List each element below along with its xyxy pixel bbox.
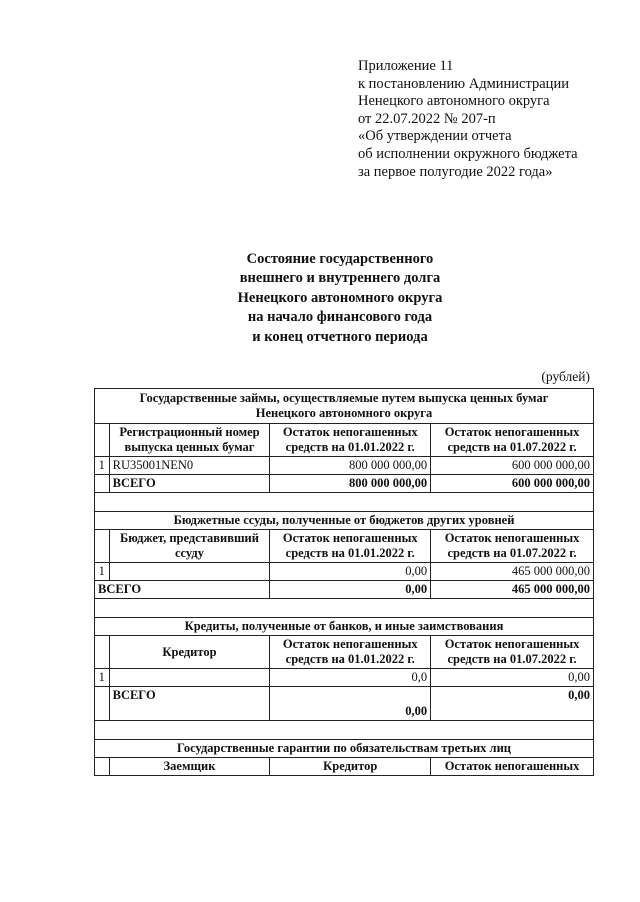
- row-name: [109, 563, 270, 581]
- table-row: [95, 457, 594, 475]
- total-row: [95, 581, 594, 599]
- total-value: 465 000 000,00: [431, 581, 594, 599]
- row-value: 600 000 000,00: [431, 457, 594, 475]
- table-header-row: [95, 758, 594, 776]
- section-guarantees-title-row: [95, 740, 594, 758]
- appendix-line: Ненецкого автономного округа: [358, 93, 550, 110]
- total-row: [95, 687, 594, 721]
- total-label: ВСЕГО: [95, 581, 270, 599]
- header-num-cell: [95, 636, 110, 669]
- header-num-cell: [95, 424, 110, 457]
- appendix-line: от 22.07.2022 № 207-п: [358, 110, 496, 127]
- header-cell: Кредитор: [109, 636, 270, 669]
- row-number: 1: [95, 563, 110, 581]
- table-header-row: [95, 636, 594, 669]
- table-row: [95, 669, 594, 687]
- row-name: RU35001NEN0: [109, 457, 270, 475]
- appendix-line: за первое полугодие 2022 года»: [358, 163, 553, 180]
- total-value: 0,00: [270, 687, 431, 721]
- table-header-row: [95, 424, 594, 457]
- appendix-block: [358, 58, 578, 181]
- spacer-cell: [95, 721, 594, 740]
- row-value: 465 000 000,00: [431, 563, 594, 581]
- document-title: [0, 250, 640, 347]
- header-num-cell: [95, 758, 110, 776]
- header-cell: Кредитор: [270, 758, 431, 776]
- section-bonds-title-row: [95, 389, 594, 424]
- row-name: [109, 669, 270, 687]
- header-cell: Остаток непогашенных: [431, 758, 594, 776]
- title-line: на начало финансового года: [247, 309, 433, 326]
- section-guarantees-title: Государственные гарантии по обязательствам третьих лиц: [95, 740, 594, 758]
- units-label: (рублей): [541, 369, 590, 384]
- title-line: и конец отчетного периода: [252, 328, 428, 345]
- total-label: ВСЕГО: [109, 475, 270, 493]
- row-value: 0,00: [270, 563, 431, 581]
- spacer-row: [95, 493, 594, 512]
- debt-table: [94, 388, 594, 776]
- total-label: ВСЕГО: [109, 687, 270, 721]
- header-num-cell: [95, 530, 110, 563]
- row-value: 0,00: [431, 669, 594, 687]
- appendix-line: Приложение 11: [358, 58, 454, 74]
- row-number: 1: [95, 457, 110, 475]
- section-credits-title-row: [95, 618, 594, 636]
- title-line: внешнего и внутреннего долга: [239, 270, 441, 287]
- header-cell: Бюджет, представивший ссуду: [109, 530, 270, 563]
- header-cell: Остаток непогашенных средств на 01.01.2022 г.: [270, 424, 431, 457]
- title-line: Состояние государственного: [246, 251, 434, 267]
- total-value: 0,00: [270, 581, 431, 599]
- header-cell: Остаток непогашенных средств на 01.07.2022 г.: [431, 530, 594, 563]
- title-line: Ненецкого автономного округа: [237, 289, 443, 306]
- spacer-row: [95, 599, 594, 618]
- total-row: [95, 475, 594, 493]
- section-loans-title-row: [95, 512, 594, 530]
- total-num-cell: [95, 475, 110, 493]
- section-bonds-title-line: Ненецкого автономного округа: [255, 406, 433, 420]
- table-row: [95, 563, 594, 581]
- header-cell: Заемщик: [109, 758, 270, 776]
- total-num-cell: [95, 687, 110, 721]
- row-value: 0,0: [270, 669, 431, 687]
- section-loans-title: Бюджетные ссуды, полученные от бюджетов других уровней: [95, 512, 594, 530]
- section-credits-title: Кредиты, полученные от банков, и иные заимствования: [95, 618, 594, 636]
- appendix-line: к постановлению Администрации: [358, 75, 569, 92]
- row-number: 1: [95, 669, 110, 687]
- row-value: 800 000 000,00: [270, 457, 431, 475]
- header-cell: Остаток непогашенных средств на 01.01.2022 г.: [270, 530, 431, 563]
- header-cell: Остаток непогашенных средств на 01.07.2022 г.: [431, 424, 594, 457]
- header-cell: Регистрационный номер выпуска ценных бумаг: [109, 424, 270, 457]
- total-value: 0,00: [431, 687, 594, 721]
- appendix-line: «Об утверждении отчета: [358, 128, 512, 145]
- spacer-row: [95, 721, 594, 740]
- section-bonds-title: [95, 389, 594, 424]
- table-header-row: [95, 530, 594, 563]
- header-cell: Остаток непогашенных средств на 01.07.2022 г.: [431, 636, 594, 669]
- header-cell: Остаток непогашенных средств на 01.01.2022 г.: [270, 636, 431, 669]
- appendix-line: об исполнении окружного бюджета: [358, 145, 578, 162]
- spacer-cell: [95, 599, 594, 618]
- total-value: 600 000 000,00: [431, 475, 594, 493]
- section-bonds-title-line: Государственные займы, осуществляемые путем выпуска ценных бумаг: [139, 391, 549, 405]
- spacer-cell: [95, 493, 594, 512]
- total-value: 800 000 000,00: [270, 475, 431, 493]
